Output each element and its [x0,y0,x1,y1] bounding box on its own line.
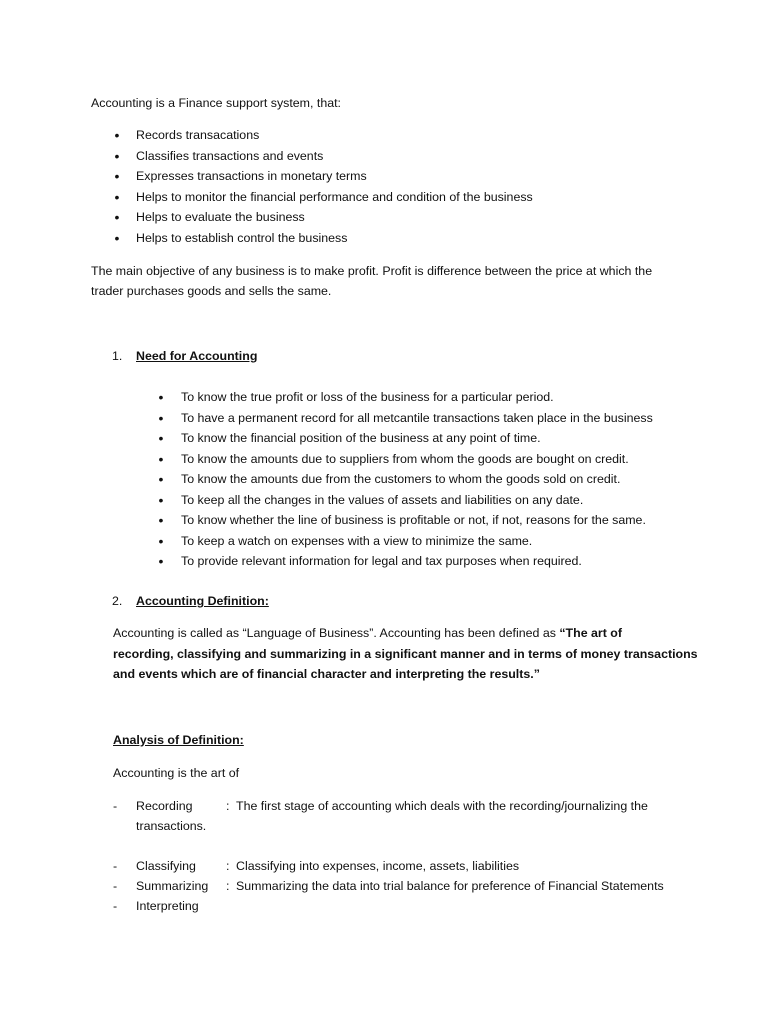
bullet-glyph: • [114,209,120,225]
list-item: To know the amounts due from the customers to whom the goods sold on credit. [181,472,621,486]
bullet-glyph: • [158,492,164,508]
term-label: Recording [136,799,193,813]
objective-line-1: The main objective of any business is to make profit. Profit is difference between the price at which the [91,264,653,278]
list-item: To know the amounts due to suppliers from whom the goods are bought on credit. [181,452,629,466]
bullet-glyph: • [158,389,164,405]
list-item: To keep a watch on expenses with a view to minimize the same. [181,534,533,548]
bullet-glyph: • [158,512,164,528]
analysis-heading: Analysis of Definition: [113,733,244,747]
list-item: To know the financial position of the business at any point of time. [181,431,541,445]
term-description: Classifying into expenses, income, assets, liabilities [236,859,520,873]
definition-plain-text: Accounting is called as “Language of Business”. Accounting has been defined as [113,626,560,640]
objective-line-2: trader purchases goods and sells the same. [91,284,332,298]
list-item: Helps to establish control the business [136,231,348,245]
intro-text: Accounting is a Finance support system, that: [91,96,342,110]
section-1-heading: Need for Accounting [136,349,258,363]
colon-separator: : [226,859,230,873]
analysis-intro: Accounting is the art of [113,766,240,780]
colon-separator: : [226,879,230,893]
dash-marker: - [113,879,118,893]
bullet-glyph: • [114,168,120,184]
section-2-heading: Accounting Definition: [136,594,269,608]
definition-line-2: recording, classifying and summarizing in a significant manner and in terms of money transactions [113,647,698,661]
dash-marker: - [113,859,118,873]
bullet-glyph: • [158,451,164,467]
list-item: To know the true profit or loss of the business for a particular period. [181,390,554,404]
list-item: To provide relevant information for legal and tax purposes when required. [181,554,582,568]
section-2-number: 2. [112,594,123,608]
list-item: To have a permanent record for all metcantile transactions taken place in the business [181,411,653,425]
bullet-glyph: • [158,553,164,569]
term-label: Summarizing [136,879,209,893]
list-item: Classifies transactions and events [136,149,324,163]
dash-marker: - [113,799,118,813]
bullet-glyph: • [114,148,120,164]
bullet-glyph: • [114,127,120,143]
bullet-glyph: • [158,410,164,426]
list-item: Helps to monitor the financial performance and condition of the business [136,190,533,204]
list-item: Expresses transactions in monetary terms [136,169,367,183]
term-label: Classifying [136,859,196,873]
definition-line-1 [113,627,622,639]
term-label: Interpreting [136,899,199,913]
section-1-number: 1. [112,349,123,363]
term-description: Summarizing the data into trial balance for preference of Financial Statements [236,879,664,893]
definition-quote-start: “The art of [559,626,623,640]
definition-line-3: and events which are of financial character and interpreting the results.” [113,667,540,681]
term-description-continued: transactions. [136,819,207,833]
bullet-glyph: • [114,230,120,246]
colon-separator: : [226,799,230,813]
bullet-glyph: • [158,533,164,549]
list-item: Records transacations [136,128,260,142]
term-description: The first stage of accounting which deals with the recording/journalizing the [236,799,648,813]
list-item: Helps to evaluate the business [136,210,305,224]
bullet-glyph: • [158,471,164,487]
list-item: To know whether the line of business is profitable or not, if not, reasons for the same. [181,513,646,527]
dash-marker: - [113,899,118,913]
bullet-glyph: • [114,189,120,205]
list-item: To keep all the changes in the values of assets and liabilities on any date. [181,493,584,507]
bullet-glyph: • [158,430,164,446]
